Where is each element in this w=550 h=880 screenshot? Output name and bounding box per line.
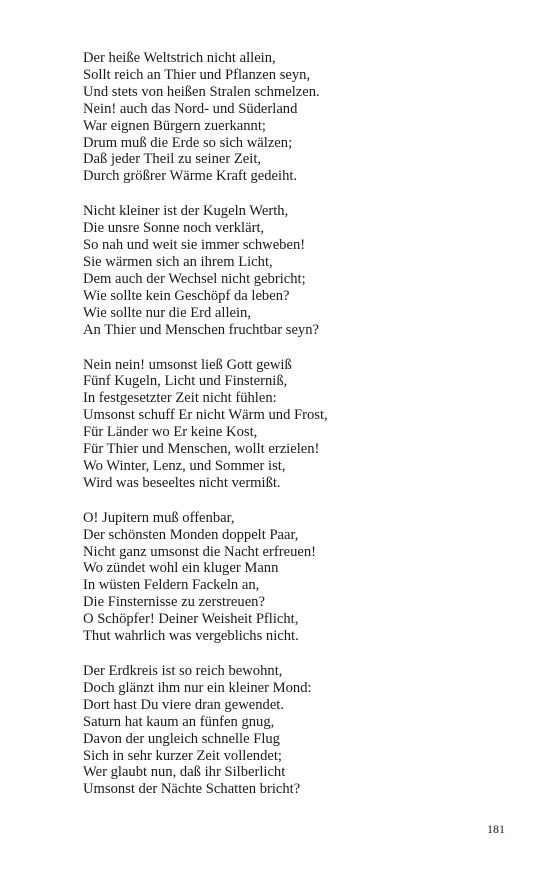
verse-line: Durch größrer Wärme Kraft gedeiht. xyxy=(83,168,298,185)
verse-line: Nein! auch das Nord- und Süderland xyxy=(83,100,298,117)
stanza-2 xyxy=(83,203,503,338)
verse-line: Wie sollte nur die Erd allein, xyxy=(83,304,251,321)
page-number: 181 xyxy=(487,822,505,836)
verse-line: So nah und weit sie immer schweben! xyxy=(83,237,306,254)
verse-line: An Thier und Menschen fruchtbar seyn? xyxy=(83,321,319,338)
verse-line: Nein nein! umsonst ließ Gott gewiß xyxy=(83,356,292,373)
verse-line: Fünf Kugeln, Licht und Finsterniß, xyxy=(83,373,288,390)
verse-line: Wie sollte kein Geschöpf da leben? xyxy=(83,287,290,304)
verse-line: Umsonst schuff Er nicht Wärm und Frost, xyxy=(83,407,328,424)
poem xyxy=(83,50,503,816)
verse-line: O! Jupitern muß offenbar, xyxy=(83,509,235,526)
verse-line: Der Erdkreis ist so reich bewohnt, xyxy=(83,663,283,679)
verse-line: Davon der ungleich schnelle Flug xyxy=(83,730,280,747)
verse-line: Wo Winter, Lenz, und Sommer ist, xyxy=(83,457,286,474)
verse-line: Wer glaubt nun, daß ihr Silberlicht xyxy=(83,764,286,781)
verse-line: Die unsre Sonne noch verklärt, xyxy=(83,220,265,237)
verse-line: Sie wärmen sich an ihrem Licht, xyxy=(83,253,273,270)
verse-line: Dem auch der Wechsel nicht gebricht; xyxy=(83,270,306,287)
verse-line: In festgesetzter Zeit nicht fühlen: xyxy=(83,390,277,407)
verse-line: Die Finsternisse zu zerstreuen? xyxy=(83,594,265,611)
verse-line: Dort hast Du viere dran gewendet. xyxy=(83,696,284,713)
verse-line: Der schönsten Monden doppelt Paar, xyxy=(83,526,299,543)
verse-line: Sich in sehr kurzer Zeit vollendet; xyxy=(83,747,282,764)
stanza-3 xyxy=(83,357,503,492)
verse-line: Und stets von heißen Stralen schmelzen. xyxy=(83,83,320,100)
verse-line: Nicht kleiner ist der Kugeln Werth, xyxy=(83,203,289,220)
verse-line: War eignen Bürgern zuerkannt; xyxy=(83,117,266,134)
verse-line: Wo zündet wohl ein kluger Mann xyxy=(83,560,279,577)
verse-line: Wird was beseeltes nicht vermißt. xyxy=(83,474,281,491)
verse-line: Umsonst der Nächte Schatten bricht? xyxy=(83,781,301,798)
stanza-4 xyxy=(83,510,503,645)
verse-line: Nicht ganz umsonst die Nacht erfreuen! xyxy=(83,543,317,560)
stanza-5 xyxy=(83,663,503,798)
verse-line: Drum muß die Erde so sich wälzen; xyxy=(83,134,293,151)
verse-line: Thut wahrlich was vergeblichs nicht. xyxy=(83,628,299,645)
verse-line: Für Länder wo Er keine Kost, xyxy=(83,424,258,441)
verse-line: Für Thier und Menschen, wollt erzielen! xyxy=(83,441,320,458)
verse-line: Der heiße Weltstrich nicht allein, xyxy=(83,50,276,66)
verse-line: Sollt reich an Thier und Pflanzen seyn, xyxy=(83,66,311,83)
stanza-1 xyxy=(83,50,503,185)
verse-line: In wüsten Feldern Fackeln an, xyxy=(83,577,260,594)
verse-line: Doch glänzt ihm nur ein kleiner Mond: xyxy=(83,679,312,696)
verse-line: O Schöpfer! Deiner Weisheit Pflicht, xyxy=(83,611,299,628)
verse-line: Saturn hat kaum an fünfen gnug, xyxy=(83,713,275,730)
verse-line: Daß jeder Theil zu seiner Zeit, xyxy=(83,151,262,168)
